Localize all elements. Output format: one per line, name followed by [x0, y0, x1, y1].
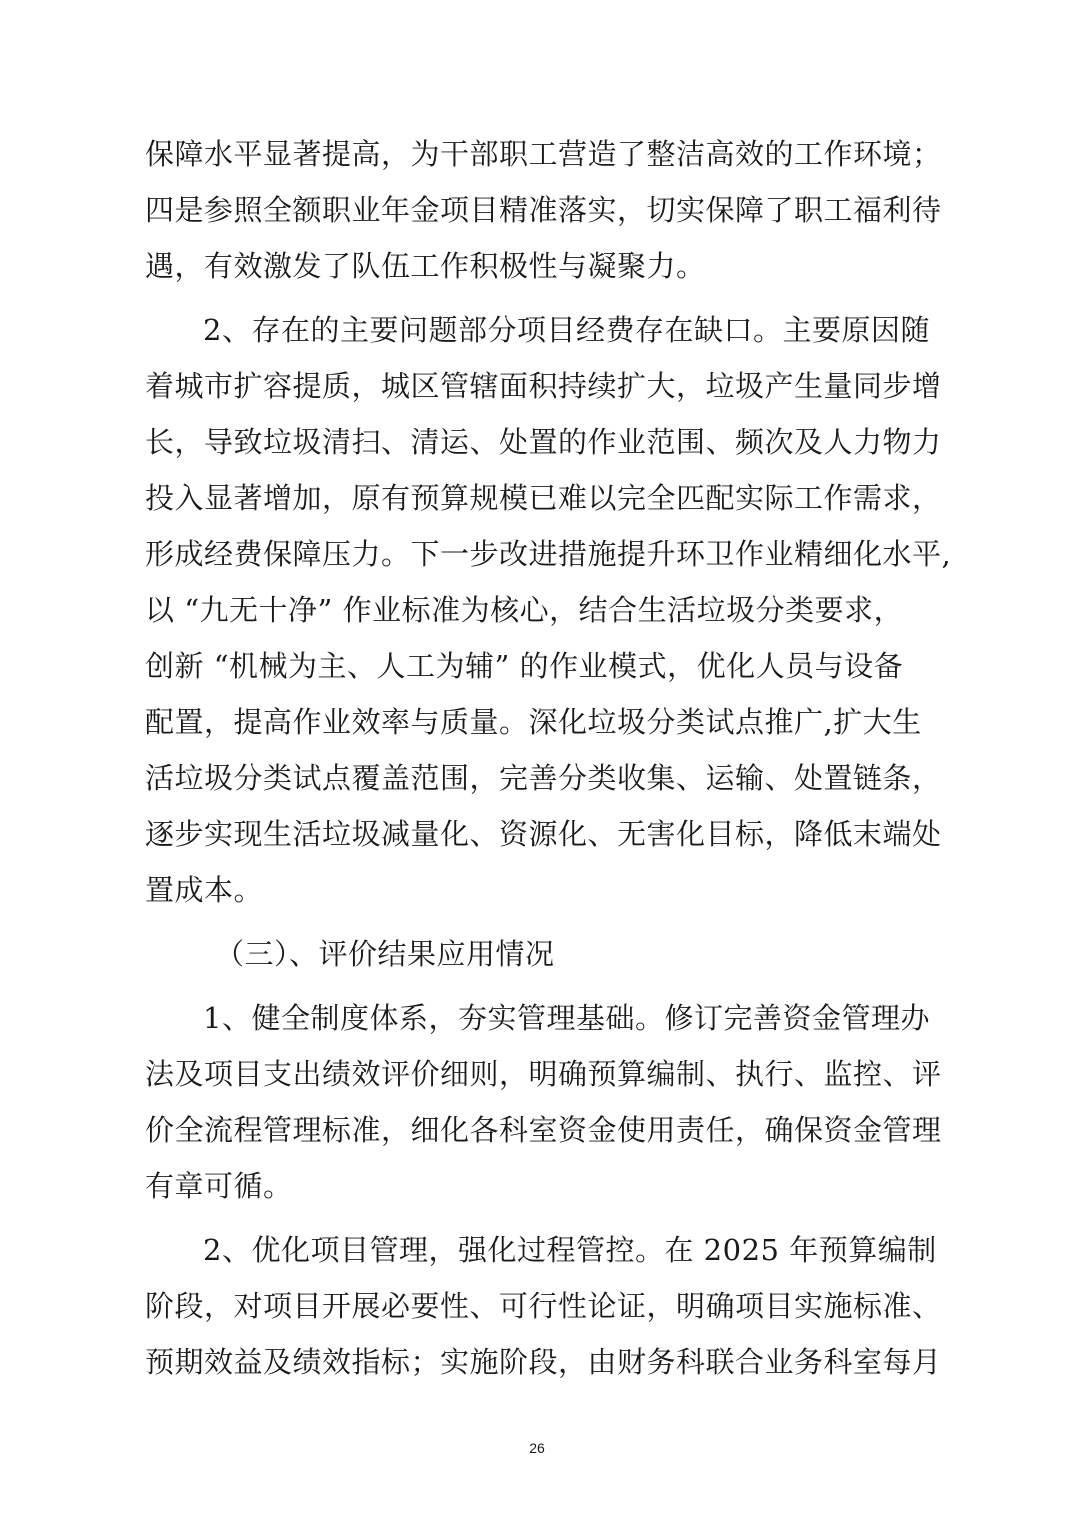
text-line: 逐步实现生活垃圾减量化、资源化、无害化目标，降低末端处: [145, 817, 942, 851]
text-line: 活垃圾分类试点覆盖范围，完善分类收集、运输、处置链条，: [145, 761, 942, 795]
text-line: 配置，提高作业效率与质量。深化垃圾分类试点推广,扩大生: [145, 705, 922, 739]
page-number: 26: [529, 1440, 545, 1456]
text-line: 四是参照全额职业年金项目精准落实，切实保障了职工福利待: [145, 193, 942, 227]
body-text: [145, 126, 952, 1390]
text-line: 阶段，对项目开展必要性、可行性论证，明确项目实施标准、: [145, 1289, 942, 1323]
text-line: 预期效益及绩效指标；实施阶段，由财务科联合业务科室每月: [145, 1345, 942, 1379]
text-line: 价全流程管理标准，细化各科室资金使用责任，确保资金管理: [145, 1113, 942, 1147]
text-line: 着城市扩容提质，城区管辖面积持续扩大，垃圾产生量同步增: [145, 369, 942, 403]
text-line: 2、存在的主要问题部分项目经费存在缺口。主要原因随: [203, 313, 930, 347]
text-line: 遇，有效激发了队伍工作积极性与凝聚力。: [145, 249, 706, 283]
item1-paragraph: [145, 990, 942, 1214]
text-line: 1、健全制度体系，夯实管理基础。修订完善资金管理办: [203, 1001, 930, 1035]
text-line: 创新 “机械为主、人工为辅” 的作业模式，优化人员与设备: [145, 649, 904, 683]
text-line: 以 “九无十净” 作业标准为核心，结合生活垃圾分类要求，: [145, 593, 904, 627]
item2-paragraph: [145, 1222, 942, 1390]
text-line: 保障水平显著提高，为干部职工营造了整洁高效的工作环境；: [145, 137, 942, 171]
text-line: 置成本。: [145, 873, 264, 907]
text-line: 形成经费保障压力。下一步改进措施提升环卫作业精细化水平,: [145, 537, 952, 571]
text-line: 有章可循。: [145, 1169, 293, 1203]
paragraph-continuation: [145, 126, 942, 294]
section-heading: （三）、评价结果应用情况: [215, 937, 555, 971]
text-line: 法及项目支出绩效评价细则，明确预算编制、执行、监控、评: [145, 1057, 942, 1091]
text-line: 2、优化项目管理，强化过程管控。在 2025 年预算编制: [203, 1233, 937, 1267]
text-line: 投入显著增加，原有预算规模已难以完全匹配实际工作需求，: [145, 481, 942, 515]
problems-paragraph: [145, 302, 952, 918]
text-line: 长，导致垃圾清扫、清运、处置的作业范围、频次及人力物力: [145, 425, 942, 459]
